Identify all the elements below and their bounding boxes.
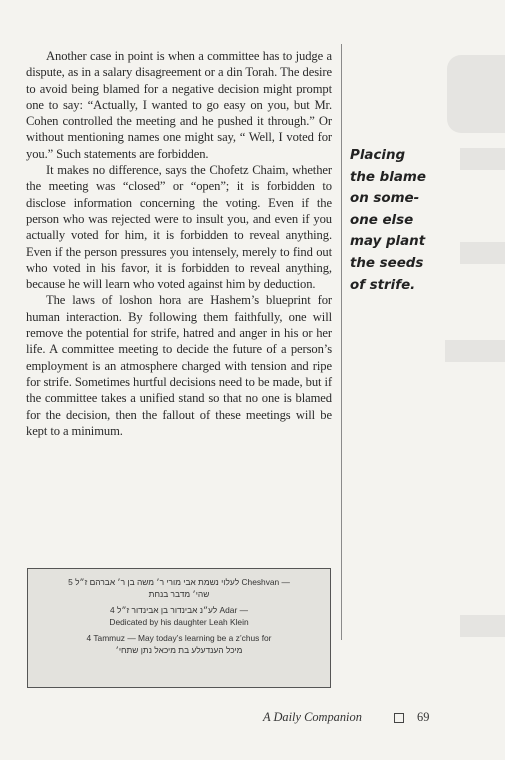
page-number: 69 (417, 710, 430, 724)
dedication-line (28, 605, 330, 617)
dedication-line: 4 Tammuz — May today’s learning be a z’chus for (86, 633, 272, 644)
bleed-through-mark (460, 242, 505, 264)
date-text: 5 Cheshvan — (68, 577, 290, 587)
bleed-through-mark (445, 340, 505, 362)
dedication-line: שהי׳ מדבר בנחת (148, 588, 210, 599)
hebrew-text: לעלוי נשמת אבי מורי ר׳ משה בן ר׳ אברהם ז״ל (75, 577, 240, 587)
margin-note-line: Placing (350, 148, 406, 163)
margin-note-line: on some- (350, 191, 420, 207)
paragraph-1: Another case in point is when a committee has to judge a dispute, as in a salary disagreement or a din Torah. The desire to avoid being blamed for a negative decision might prompt one to say: “Actually, I wanted to go easy on you, but Mr. Cohen controlled the meeting and he pushed it through.” Or without mentioning names one might say, “ Well, I voted for you.” Such statements are forbidden. (26, 49, 332, 161)
margin-note-line: the seeds (350, 255, 424, 271)
dedication-box (27, 568, 331, 688)
dedication-line: Dedicated by his daughter Leah Klein (109, 616, 249, 627)
bleed-through-mark (447, 55, 505, 133)
dedication-line (28, 577, 330, 589)
margin-note-line: of strife. (350, 277, 416, 293)
paragraph-3: The laws of loshon hora are Hashem’s blueprint for human interaction. By following them faithfully, one will remove the potential for strife, hatred and anger in his or her life. A committee meeting to decide the future of a person’s employment is an atmosphere charged with tension and ripe for strife. Sometimes hurtful decisions need to be made, but if the committee takes a unified stand so that no one is blamed for the decision, then the fallout of these meetings will be kept to a minimum. (26, 293, 332, 438)
dedication-line: מיכל הענדעלע בת מיכאל נתן שתחי׳ (115, 644, 243, 655)
date-text: 4 Adar — (110, 605, 248, 616)
square-ornament-icon (394, 713, 404, 723)
bleed-through-mark (460, 148, 505, 170)
margin-note (350, 145, 440, 296)
column-divider (341, 44, 342, 640)
main-text (26, 48, 332, 439)
paragraph-2: It makes no difference, says the Chofetz Chaim, whether the meeting was “closed” or “open”; it is forbidden to disclose information concerning the voting. Even if the person who was rejected were to insult you, and even if you actually voted for him, it is forbidden to reveal anything. Even if the person pressures you intensely, merely to find out who voted in his favor, it is forbidden to reveal anything, because he will learn who voted against him by deduction. (26, 163, 332, 292)
margin-note-line: may plant (350, 234, 426, 250)
hebrew-text: לע״נ אבינדור בן אבינדור ז״ל (117, 605, 218, 616)
margin-note-line: the blame (350, 169, 426, 185)
running-title: A Daily Companion (263, 710, 362, 724)
margin-note-line: one else (350, 212, 414, 228)
bleed-through-mark (460, 615, 505, 637)
